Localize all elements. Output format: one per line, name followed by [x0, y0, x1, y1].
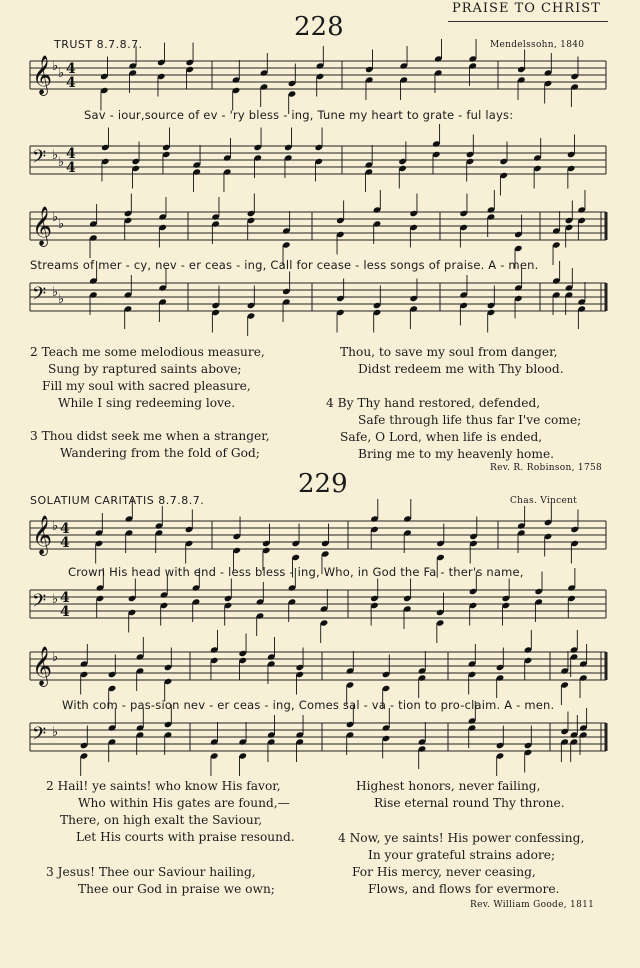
svg-text:♭: ♭ [52, 210, 59, 225]
tune-name-229: SOLATIUM CARITATIS 8.7.8.7. [30, 494, 205, 507]
svg-text:♭: ♭ [52, 725, 59, 740]
verse-229-4: 4 Now, ye saints! His power confessing, In your grateful strains adore; For His mercy, never ceasing, Flows, and flows for evermore. [338, 831, 585, 896]
svg-text:♭: ♭ [52, 592, 59, 607]
svg-text:𝄢: 𝄢 [32, 284, 47, 309]
svg-text:𝄢: 𝄢 [32, 147, 47, 172]
verse-228-4: 4 By Thy hand restored, defended, Safe through life thus far I've come; Safe, O Lord, when life is ended, Bring me to my heavenly home. [326, 396, 582, 461]
svg-text:♭: ♭ [58, 217, 65, 232]
svg-text:♭: ♭ [52, 650, 59, 665]
composer-229: Chas. Vincent [510, 496, 578, 506]
svg-text:♭: ♭ [52, 148, 59, 163]
lyrics-229-line-2: With com - pas-sion nev - er ceas - ing, Comes sal - va - tion to pro-claim. A - men. [62, 698, 555, 712]
svg-text:♭: ♭ [52, 59, 59, 74]
author-228: Rev. R. Robinson, 1758 [490, 463, 603, 473]
svg-text:4: 4 [66, 61, 76, 77]
svg-text:♭: ♭ [52, 519, 59, 534]
svg-text:4: 4 [60, 590, 70, 606]
svg-text:4: 4 [66, 146, 76, 162]
svg-text:♭: ♭ [58, 66, 65, 81]
svg-text:♭: ♭ [52, 285, 59, 300]
verse-228-3-cont: Thou, to save my soul from danger, Didst redeem me with Thy blood. [340, 345, 564, 376]
svg-text:𝄞: 𝄞 [32, 646, 53, 686]
svg-text:♭: ♭ [58, 155, 65, 170]
svg-text:𝄢: 𝄢 [32, 591, 47, 616]
verse-229-3: 3 Jesus! Thee our Saviour hailing, Thee our God in praise we own; [46, 865, 275, 896]
verse-229-3-cont: Highest honors, never failing, Rise eternal round Thy throne. [356, 779, 565, 810]
svg-text:𝄞: 𝄞 [32, 206, 53, 246]
svg-text:4: 4 [66, 160, 76, 176]
svg-text:𝄞: 𝄞 [32, 55, 53, 95]
svg-text:𝄢: 𝄢 [32, 724, 47, 749]
svg-text:♭: ♭ [58, 292, 65, 307]
verse-228-3: 3 Thou didst seek me when a stranger, Wandering from the fold of God; [30, 429, 270, 460]
verse-228-2: 2 Teach me some melodious measure, Sung by raptured saints above; Fill my soul with sacred pleasure, While I sing redeeming love. [30, 345, 265, 410]
verse-229-2: 2 Hail! ye saints! who know His favor, Who within His gates are found,— There, on high exalt the Saviour, Let His courts with praise resound. [46, 779, 295, 844]
svg-text:4: 4 [66, 75, 76, 91]
tune-name-228: TRUST 8.7.8.7. [54, 38, 143, 51]
lyrics-228-line-2: Streams of mer - cy, nev - er ceas - ing, Call for cease - less songs of praise. A - men. [30, 258, 539, 272]
svg-text:4: 4 [60, 535, 70, 551]
author-229: Rev. William Goode, 1811 [470, 900, 595, 910]
section-header: PRAISE TO CHRIST [452, 1, 601, 16]
svg-text:4: 4 [60, 604, 70, 620]
lyrics-229-line-1: Crown His head with end - less bless - ing, Who, in God the Fa - ther's name, [68, 565, 524, 579]
svg-text:𝄞: 𝄞 [32, 515, 53, 555]
svg-text:4: 4 [60, 521, 70, 537]
lyrics-228-line-1: Sav - iour,source of ev - 'ry bless - ing, Tune my heart to grate - ful lays: [84, 108, 514, 122]
hymn-number-229: 229 [298, 469, 348, 499]
composer-228: Mendelssohn, 1840 [490, 40, 585, 50]
hymn-number-228: 228 [294, 12, 344, 42]
